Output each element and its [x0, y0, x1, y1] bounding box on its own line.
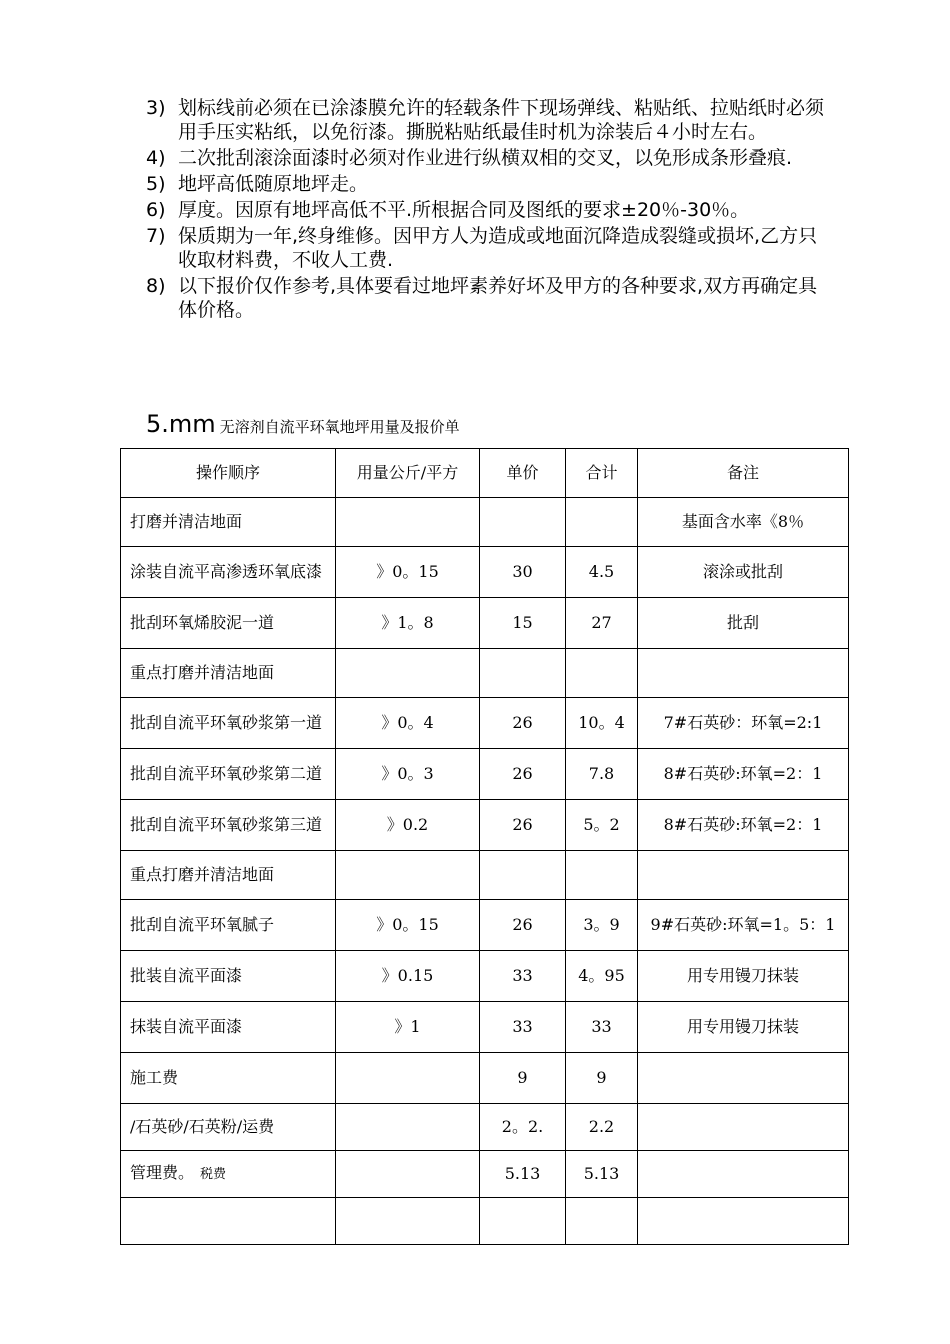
cell-text: 9#石英砂:环氧=1。5：1: [650, 915, 836, 934]
cell-remark: [638, 749, 849, 800]
cell-text: 批刮自流平环氧砂浆第二道: [130, 764, 323, 783]
table-row: [121, 900, 849, 951]
cell-text: 26: [512, 815, 533, 834]
table-row: [121, 1104, 849, 1151]
cell-text: 》0.2: [386, 815, 429, 834]
cell-text: 2.2: [588, 1117, 615, 1136]
cell-total: [566, 851, 638, 900]
cell-total: [566, 1053, 638, 1104]
table-row: [121, 698, 849, 749]
cell-step: [121, 1151, 336, 1198]
cell-unit-price: [480, 1002, 566, 1053]
cell-text: 5.13: [583, 1164, 620, 1183]
cell-total: [566, 749, 638, 800]
cell-unit-price: [480, 649, 566, 698]
cell-unit-price: [480, 1053, 566, 1104]
cell-remark: [638, 951, 849, 1002]
cell-remark: [638, 800, 849, 851]
cell-text: 26: [512, 713, 533, 732]
cell-total: [566, 698, 638, 749]
cell-remark: [638, 1151, 849, 1198]
section-heading: [146, 410, 460, 438]
cell-unit-price: [480, 800, 566, 851]
cell-remark: [638, 1104, 849, 1151]
cell-text: 》1。8: [381, 613, 434, 632]
cell-step: [121, 800, 336, 851]
cell-text: 批刮自流平环氧砂浆第一道: [130, 713, 323, 732]
cell-unit-price: [480, 900, 566, 951]
cell-usage: [336, 1002, 480, 1053]
table-row: [121, 749, 849, 800]
cell-total: [566, 1002, 638, 1053]
cell-remark: [638, 851, 849, 900]
table-header-row: [121, 449, 849, 498]
note-item: [146, 146, 826, 170]
cell-usage: [336, 498, 480, 547]
cell-text: 8#石英砂:环氧=2：1: [663, 764, 823, 783]
cell-text: 7.8: [588, 764, 615, 783]
cell-text: 批刮自流平环氧砂浆第三道: [130, 815, 323, 834]
cell-text: 33: [591, 1017, 612, 1036]
note-number: 7): [146, 225, 166, 247]
table-row: [121, 851, 849, 900]
cell-text: 施工费: [130, 1068, 179, 1087]
cell-text: 用专用镘刀抹装: [686, 966, 799, 985]
cell-text: 抹装自流平面漆: [130, 1017, 243, 1036]
cell-total: [566, 951, 638, 1002]
cell-text: 26: [512, 764, 533, 783]
cell-usage: [336, 951, 480, 1002]
cell-step: [121, 749, 336, 800]
cell-text: 9: [596, 1068, 607, 1087]
table-row: [121, 547, 849, 598]
cell-text: 10。4: [578, 713, 625, 732]
table-row: [121, 598, 849, 649]
cell-usage: [336, 851, 480, 900]
cell-usage: [336, 1104, 480, 1151]
note-item: [146, 96, 826, 144]
cell-total: [566, 1198, 638, 1245]
cell-text: 33: [512, 1017, 533, 1036]
cell-text: 8#石英砂:环氧=2：1: [663, 815, 823, 834]
table-row: [121, 649, 849, 698]
cell-unit-price: [480, 951, 566, 1002]
cell-text: 重点打磨并清洁地面: [130, 663, 275, 682]
cell-step: [121, 1104, 336, 1151]
cell-text: 5。2: [583, 815, 620, 834]
tax-label: 税费: [200, 1167, 227, 1182]
table-row: [121, 1151, 849, 1198]
note-text: 厚度。因原有地坪高低不平.所根据合同及图纸的要求±20％-30％。: [178, 199, 750, 221]
cell-text: 26: [512, 915, 533, 934]
cell-text: 3。9: [583, 915, 620, 934]
note-text: 保质期为一年,终身维修。因甲方人为造成或地面沉降造成裂缝或损坏,乙方只收取材料费，不收人工费.: [178, 225, 818, 271]
note-number: 6): [146, 199, 166, 221]
cell-unit-price: [480, 749, 566, 800]
cell-unit-price: [480, 1151, 566, 1198]
cell-step: [121, 498, 336, 547]
cell-text: 滚涂或批刮: [702, 562, 783, 581]
cell-text: 2。2.: [501, 1117, 544, 1136]
cell-total: [566, 649, 638, 698]
cell-total: [566, 498, 638, 547]
cell-text: 基面含水率《8％: [681, 512, 805, 531]
header-usage: 用量公斤/平方: [336, 449, 480, 498]
cell-text: 27: [591, 613, 612, 632]
header-total: 合计: [566, 449, 638, 498]
cell-unit-price: [480, 598, 566, 649]
note-text: 二次批刮滚涂面漆时必须对作业进行纵横双相的交叉，以免形成条形叠痕.: [178, 147, 793, 169]
cell-unit-price: [480, 1198, 566, 1245]
cell-text: 用专用镘刀抹装: [686, 1017, 799, 1036]
cell-total: [566, 900, 638, 951]
cell-step: [121, 1002, 336, 1053]
cell-remark: [638, 649, 849, 698]
section-title: 无溶剂自流平环氧地坪用量及报价单: [219, 418, 460, 436]
cell-unit-price: [480, 851, 566, 900]
cell-text: 33: [512, 966, 533, 985]
cell-text: 7#石英砂：环氧=2:1: [663, 713, 823, 732]
table-row: [121, 800, 849, 851]
table-row: [121, 498, 849, 547]
header-remark: 备注: [638, 449, 849, 498]
cell-usage: [336, 749, 480, 800]
cell-total: [566, 1104, 638, 1151]
cell-text: 30: [512, 562, 533, 581]
note-text: 以下报价仅作参考,具体要看过地坪素养好坏及甲方的各种要求,双方再确定具体价格。: [178, 275, 818, 321]
cell-total: [566, 1151, 638, 1198]
cell-usage: [336, 1151, 480, 1198]
note-item: [146, 224, 826, 272]
header-unit-price: 单价: [480, 449, 566, 498]
cell-remark: [638, 498, 849, 547]
note-number: 5): [146, 173, 166, 195]
cell-text: 批刮环氧烯胶泥一道: [130, 613, 275, 632]
cell-remark: [638, 900, 849, 951]
table-row: [121, 1002, 849, 1053]
cell-text: 管理费。: [130, 1163, 195, 1182]
note-text: 地坪高低随原地坪走。: [178, 173, 369, 195]
cell-unit-price: [480, 547, 566, 598]
cell-remark: [638, 1053, 849, 1104]
table-row: [121, 1198, 849, 1245]
cell-remark: [638, 547, 849, 598]
cell-usage: [336, 900, 480, 951]
cell-text: 批装自流平面漆: [130, 966, 243, 985]
table-row: [121, 1053, 849, 1104]
cell-text: 》0。15: [376, 915, 439, 934]
note-number: 8): [146, 275, 166, 297]
cell-usage: [336, 698, 480, 749]
cell-text: 5.13: [504, 1164, 541, 1183]
cell-text: 打磨并清洁地面: [130, 512, 243, 531]
cell-unit-price: [480, 498, 566, 547]
cell-text: 》0.15: [381, 966, 434, 985]
cell-usage: [336, 598, 480, 649]
cell-usage: [336, 547, 480, 598]
cell-text: 9: [517, 1068, 528, 1087]
note-item: [146, 198, 826, 222]
notes-list: [146, 96, 826, 324]
cell-usage: [336, 800, 480, 851]
section-unit: mm: [168, 410, 216, 438]
cell-text: 重点打磨并清洁地面: [130, 865, 275, 884]
cell-text: 批刮自流平环氧腻子: [130, 915, 275, 934]
cell-total: [566, 800, 638, 851]
note-number: 3): [146, 97, 166, 119]
cell-text: 15: [512, 613, 533, 632]
cell-unit-price: [480, 1104, 566, 1151]
table-row: [121, 951, 849, 1002]
note-number: 4): [146, 147, 166, 169]
cell-step: [121, 698, 336, 749]
cell-unit-price: [480, 698, 566, 749]
cell-text: /石英砂/石英粉/运费: [130, 1117, 275, 1136]
note-text: 划标线前必须在已涂漆膜允许的轻载条件下现场弹线、粘贴纸、拉贴纸时必须用手压实粘纸，以免衍漆。撕脱粘贴纸最佳时机为涂装后４小时左右。: [178, 97, 825, 143]
cell-step: [121, 900, 336, 951]
section-number: 5.: [146, 410, 169, 438]
cell-text: 批刮: [726, 613, 759, 632]
note-item: [146, 274, 826, 322]
note-item: [146, 172, 826, 196]
cell-remark: [638, 698, 849, 749]
cell-total: [566, 547, 638, 598]
cell-text: 4.5: [588, 562, 615, 581]
cell-step: [121, 1198, 336, 1245]
cell-text: 4。95: [578, 966, 625, 985]
cell-usage: [336, 1053, 480, 1104]
cell-step: [121, 649, 336, 698]
cell-step: [121, 851, 336, 900]
cell-total: [566, 598, 638, 649]
quote-table: [120, 448, 849, 1245]
cell-remark: [638, 1198, 849, 1245]
cell-usage: [336, 649, 480, 698]
cell-usage: [336, 1198, 480, 1245]
cell-step: [121, 598, 336, 649]
header-step: 操作顺序: [121, 449, 336, 498]
cell-text: 》1: [394, 1017, 421, 1036]
cell-text: 涂装自流平高渗透环氧底漆: [130, 562, 323, 581]
cell-step: [121, 951, 336, 1002]
cell-text: 》0。15: [376, 562, 439, 581]
cell-text: 》0。3: [381, 764, 434, 783]
cell-text: 》0。4: [381, 713, 434, 732]
cell-step: [121, 547, 336, 598]
cell-remark: [638, 1002, 849, 1053]
cell-step: [121, 1053, 336, 1104]
cell-remark: [638, 598, 849, 649]
